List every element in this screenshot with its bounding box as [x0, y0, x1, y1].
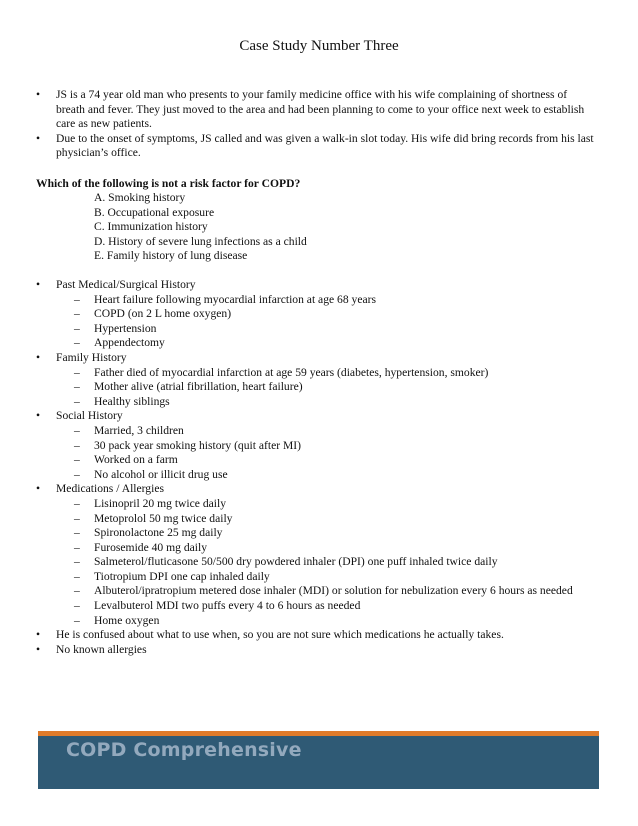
dash-icon: –	[74, 599, 80, 613]
bullet-icon: •	[36, 642, 41, 656]
list-item-text: Metoprolol 50 mg twice daily	[94, 511, 233, 525]
footer-banner	[38, 731, 599, 789]
answer-options	[94, 191, 307, 264]
list-item	[74, 395, 598, 410]
bullet-icon: •	[36, 409, 41, 423]
list-item-text: Furosemide 40 mg daily	[94, 540, 208, 554]
list-item	[74, 570, 598, 585]
dash-icon: –	[74, 321, 80, 335]
list-item	[74, 468, 598, 483]
list-item	[74, 584, 598, 599]
history-section	[36, 409, 598, 424]
dash-icon: –	[74, 394, 80, 408]
list-item-text: Heart failure following myocardial infarction at age 68 years	[94, 292, 376, 306]
bullet-icon: •	[36, 628, 41, 642]
list-item-text: COPD (on 2 L home oxygen)	[94, 307, 232, 321]
history-section	[36, 643, 598, 658]
dash-icon: –	[74, 423, 80, 437]
dash-icon: –	[74, 365, 80, 379]
option-a: A. Smoking history	[94, 191, 186, 204]
list-item-text: Lisinopril 20 mg twice daily	[94, 496, 227, 510]
bullet-icon: •	[36, 350, 41, 364]
option-e: E. Family history of lung disease	[94, 249, 248, 263]
bullet-icon: •	[36, 482, 41, 496]
list-item-text: 30 pack year smoking history (quit after MI)	[94, 438, 302, 452]
dash-icon: –	[74, 336, 80, 350]
dash-icon: –	[74, 584, 80, 598]
history-section	[36, 482, 598, 497]
option-c: C. Immunization history	[94, 220, 208, 234]
intro-text: Due to the onset of symptoms, JS called and was given a walk-in slot today. His wife did bring records from his last physician’s office.	[56, 131, 594, 160]
list-item-text: Salmeterol/fluticasone 50/500 dry powdered inhaler (DPI) one puff inhaled twice daily	[94, 555, 498, 569]
list-item-text: Worked on a farm	[94, 453, 178, 467]
list-item	[74, 599, 598, 614]
list-item-text: Healthy siblings	[94, 394, 170, 408]
dash-icon: –	[74, 613, 80, 627]
list-item-text: Father died of myocardial infarction at age 59 years (diabetes, hypertension, smoker)	[94, 365, 489, 379]
history-section	[36, 628, 598, 643]
list-item	[74, 453, 598, 468]
list-item	[74, 380, 598, 395]
section-heading: He is confused about what to use when, so you are not sure which medications he actually takes.	[56, 628, 504, 642]
section-heading: Family History	[56, 350, 127, 364]
history-list	[36, 278, 598, 657]
dash-icon: –	[74, 526, 80, 540]
section-heading: No known allergies	[56, 642, 147, 656]
bullet-icon: •	[36, 131, 41, 145]
list-item-text: Married, 3 children	[94, 423, 184, 437]
list-item	[74, 293, 598, 308]
question-text: Which of the following is not a risk factor for COPD?	[36, 177, 301, 190]
bullet-icon: •	[36, 88, 41, 101]
list-item	[74, 526, 598, 541]
dash-icon: –	[74, 292, 80, 306]
intro-item	[36, 88, 598, 132]
list-item	[74, 555, 598, 570]
history-section	[36, 278, 598, 293]
list-item	[74, 497, 598, 512]
list-item	[74, 439, 598, 454]
section-heading: Past Medical/Surgical History	[56, 278, 196, 291]
list-item-text: Tiotropium DPI one cap inhaled daily	[94, 569, 270, 583]
list-item-text: Appendectomy	[94, 336, 165, 350]
dash-icon: –	[74, 467, 80, 481]
list-item	[74, 512, 598, 527]
list-item-text: Home oxygen	[94, 613, 160, 627]
list-item	[74, 336, 598, 351]
dash-icon: –	[74, 438, 80, 452]
dash-icon: –	[74, 307, 80, 321]
dash-icon: –	[74, 555, 80, 569]
dash-icon: –	[74, 540, 80, 554]
history-section	[36, 351, 598, 366]
banner-title: COPD Comprehensive	[66, 739, 302, 761]
intro-text: JS is a 74 year old man who presents to your family medicine office with his wife complaining of shortness of breath and fever. They just moved to the area and had been planning to come to your office next week to establish care as new patients.	[56, 88, 585, 131]
bullet-icon: •	[36, 278, 41, 291]
list-item	[74, 322, 598, 337]
list-item	[74, 424, 598, 439]
intro-item	[36, 132, 598, 161]
dash-icon: –	[74, 569, 80, 583]
option-d: D. History of severe lung infections as a child	[94, 234, 307, 248]
list-item-text: No alcohol or illicit drug use	[94, 467, 228, 481]
dash-icon: –	[74, 380, 80, 394]
intro-list	[36, 88, 598, 161]
dash-icon: –	[74, 496, 80, 510]
page-title: Case Study Number Three	[239, 38, 399, 54]
list-item	[74, 307, 598, 322]
dash-icon: –	[74, 511, 80, 525]
list-item-text: Hypertension	[94, 321, 157, 335]
dash-icon: –	[74, 453, 80, 467]
list-item-text: Spironolactone 25 mg daily	[94, 526, 223, 540]
list-item-text: Levalbuterol MDI two puffs every 4 to 6 hours as needed	[94, 599, 361, 613]
section-heading: Social History	[56, 409, 123, 423]
section-heading: Medications / Allergies	[56, 482, 164, 496]
list-item-text: Mother alive (atrial fibrillation, heart failure)	[94, 380, 303, 394]
list-item	[74, 366, 598, 381]
option-b: B. Occupational exposure	[94, 205, 215, 219]
list-item	[74, 541, 598, 556]
list-item	[74, 614, 598, 629]
list-item-text: Albuterol/ipratropium metered dose inhaler (MDI) or solution for nebulization every 6 hours as needed	[94, 584, 573, 598]
